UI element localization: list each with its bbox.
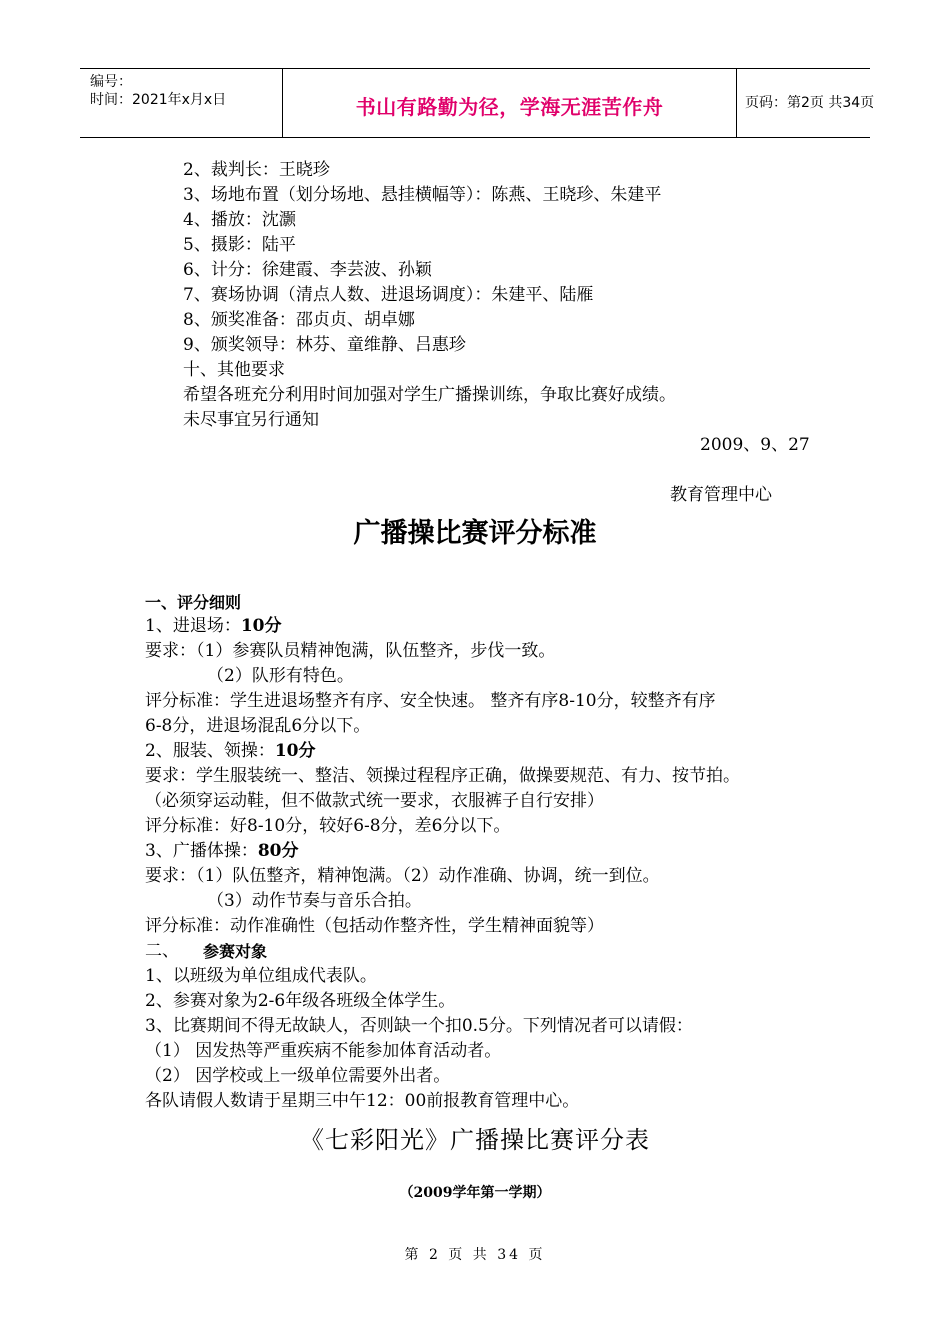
item-name: 1、进退场： bbox=[145, 616, 241, 636]
participant-rule: （1） 因发热等严重疾病不能参加体育活动者。 bbox=[145, 1041, 502, 1061]
participant-rule: 2、参赛对象为2-6年级各班级全体学生。 bbox=[145, 991, 456, 1011]
header-page-info: 页码：第2页 共34页 bbox=[745, 95, 875, 111]
participant-rule: 1、以班级为单位组成代表队。 bbox=[145, 966, 377, 986]
item-score: 10分 bbox=[274, 741, 316, 761]
staff-item: 9、颁奖领导：林芬、童维静、吕惠珍 bbox=[183, 335, 466, 355]
other-line: 希望各班充分利用时间加强对学生广播操训练，争取比赛好成绩。 bbox=[183, 385, 676, 405]
page-header bbox=[80, 68, 875, 138]
section-heading: 参赛对象 bbox=[203, 942, 268, 961]
header-motto: 书山有路勤为径，学海无涯苦作舟 bbox=[355, 95, 664, 119]
header-page-cell bbox=[737, 69, 875, 137]
criteria-requirement: 要求：学生服装统一、整洁、领操过程程序正确，做操要规范、有力、按节拍。 bbox=[145, 766, 740, 786]
criteria-item-title bbox=[145, 839, 299, 864]
item-name: 2、服装、领操： bbox=[145, 741, 275, 761]
header-left-cell bbox=[80, 69, 283, 137]
criteria-requirement: （3）动作节奏与音乐合拍。 bbox=[207, 891, 422, 911]
criteria-requirement: 要求：（1）队伍整齐，精神饱满。（2）动作准确、协调，统一到位。 bbox=[145, 866, 660, 886]
criteria-requirement: （必须穿运动鞋，但不做款式统一要求，衣服裤子自行安排） bbox=[145, 791, 604, 811]
section-heading: 一、评分细则 bbox=[145, 593, 242, 612]
criteria-standard: 评分标准：好8-10分，较好6-8分，差6分以下。 bbox=[145, 816, 511, 836]
header-number-label: 编号： bbox=[90, 74, 132, 90]
participant-rule: 3、比赛期间不得无故缺人，否则缺一个扣0.5分。下列情况者可以请假： bbox=[145, 1016, 693, 1036]
header-motto-cell bbox=[283, 69, 737, 137]
other-line: 未尽事宜另行通知 bbox=[183, 410, 319, 430]
participant-rule: 各队请假人数请于星期三中午12：00前报教育管理中心。 bbox=[145, 1091, 580, 1111]
item-name: 3、广播体操： bbox=[145, 841, 258, 861]
criteria-standard: 评分标准：学生进退场整齐有序、安全快速。 整齐有序8-10分，较整齐有序 bbox=[145, 691, 716, 711]
item-score: 10分 bbox=[240, 616, 282, 636]
criteria-standard: 6-8分，进退场混乱6分以下。 bbox=[145, 716, 371, 736]
staff-item: 5、摄影：陆平 bbox=[183, 235, 296, 255]
criteria-title: 广播操比赛评分标准 bbox=[353, 518, 597, 549]
participant-rule: （2） 因学校或上一级单位需要外出者。 bbox=[145, 1066, 451, 1086]
notice-date: 2009、9、27 bbox=[700, 435, 810, 455]
staff-item: 8、颁奖准备：邵贞贞、胡卓娜 bbox=[183, 310, 415, 330]
header-time-label: 时间：2021年x月x日 bbox=[90, 92, 227, 108]
page-footer: 第 2 页 共 34 页 bbox=[404, 1247, 546, 1263]
notice-organization: 教育管理中心 bbox=[670, 485, 772, 505]
section-number: 二、 bbox=[145, 941, 179, 961]
criteria-requirement: 要求：（1）参赛队员精神饱满，队伍整齐，步伐一致。 bbox=[145, 641, 556, 661]
scoresheet-subtitle: （2009学年第一学期） bbox=[399, 1185, 551, 1201]
staff-item: 4、播放：沈灏 bbox=[183, 210, 296, 230]
scoresheet-title: 《七彩阳光》广播操比赛评分表 bbox=[300, 1126, 650, 1154]
staff-item: 3、场地布置（划分场地、悬挂横幅等）：陈燕、王晓珍、朱建平 bbox=[183, 185, 662, 205]
other-heading: 十、其他要求 bbox=[183, 360, 285, 380]
criteria-requirement: （2）队形有特色。 bbox=[207, 666, 354, 686]
criteria-item-title bbox=[145, 739, 316, 764]
criteria-item-title bbox=[145, 614, 282, 639]
staff-item: 6、计分：徐建霞、李芸波、孙颖 bbox=[183, 260, 432, 280]
criteria-standard: 评分标准：动作准确性（包括动作整齐性，学生精神面貌等） bbox=[145, 916, 604, 936]
staff-item: 2、裁判长：王晓珍 bbox=[183, 160, 330, 180]
item-score: 80分 bbox=[257, 841, 299, 861]
staff-item: 7、赛场协调（清点人数、进退场调度）：朱建平、陆雁 bbox=[183, 285, 594, 305]
